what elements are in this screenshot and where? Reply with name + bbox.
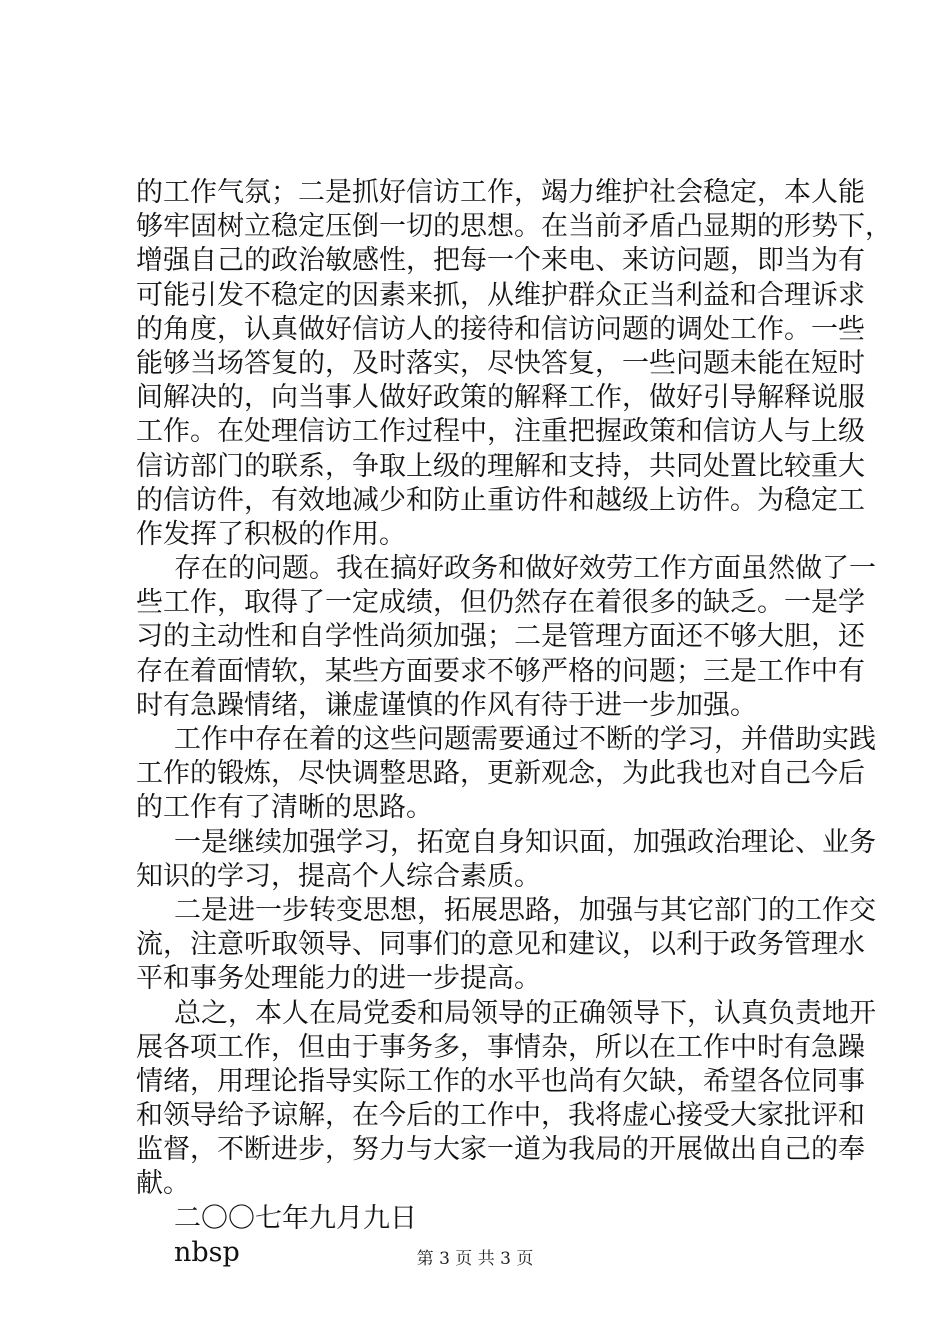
- text-line: 总之，本人在局党委和局领导的正确领导下，认真负责地开: [174, 997, 876, 1029]
- text-line: 知识的学习，提高个人综合素质。: [136, 860, 541, 892]
- text-line: 工作的锻炼，尽快调整思路，更新观念，为此我也对自己今后: [136, 758, 865, 790]
- text-line: 信访部门的联系，争取上级的理解和支持，共同处置比较重大: [136, 450, 865, 482]
- text-line: 二〇〇七年九月九日: [174, 1202, 417, 1234]
- paragraph: [136, 826, 876, 894]
- text-line: 存在着面情软，某些方面要求不够严格的问题；三是工作中有: [136, 655, 865, 687]
- text-line: 监督，不断进步，努力与大家一道为我局的开展做出自己的奉: [136, 1134, 865, 1166]
- text-line: 时有急躁情绪，谦虚谨慎的作风有待于进一步加强。: [136, 689, 757, 721]
- paragraph: [136, 1202, 836, 1236]
- text-line: 能够当场答复的，及时落实，尽快答复，一些问题未能在短时: [136, 347, 865, 379]
- text-line: 习的主动性和自学性尚须加强；二是管理方面还不够大胆，还: [136, 621, 865, 653]
- text-line: 二是进一步转变思想，拓展思路，加强与其它部门的工作交: [174, 894, 876, 926]
- text-line: 一是继续加强学习，拓宽自身知识面，加强政治理论、业务: [174, 826, 876, 858]
- paragraph: [136, 723, 876, 826]
- paragraph: [136, 894, 876, 997]
- text-line: 存在的问题。我在搞好政务和做好效劳工作方面虽然做了一: [174, 553, 876, 585]
- text-line: 够牢固树立稳定压倒一切的思想。在当前矛盾凸显期的形势下，: [136, 211, 892, 243]
- page-number-footer: 第 3 页 共 3 页: [416, 1249, 534, 1269]
- text-line: 和领导给予谅解，在今后的工作中，我将虚心接受大家批评和: [136, 1100, 865, 1132]
- text-line: 的信访件，有效地减少和防止重访件和越级上访件。为稳定工: [136, 484, 865, 516]
- text-line: 些工作，取得了一定成绩，但仍然存在着很多的缺乏。一是学: [136, 587, 865, 619]
- document-body: [136, 176, 892, 1270]
- text-line: nbsp: [174, 1236, 240, 1268]
- text-line: 的工作有了清晰的思路。: [136, 792, 433, 824]
- text-line: 作发挥了积极的作用。: [136, 518, 406, 550]
- text-line: 展各项工作，但由于事务多，事情杂，所以在工作中时有急躁: [136, 1031, 865, 1063]
- text-line: 的角度，认真做好信访人的接待和信访问题的调处工作。一些: [136, 313, 865, 345]
- paragraph: [136, 997, 876, 1202]
- text-line: 平和事务处理能力的进一步提高。: [136, 963, 541, 995]
- text-line: 工作。在处理信访工作过程中，注重把握政策和信访人与上级: [136, 416, 865, 448]
- text-line: 情绪，用理论指导实际工作的水平也尚有欠缺，希望各位同事: [136, 1065, 865, 1097]
- text-line: 献。: [136, 1168, 190, 1200]
- paragraph: [136, 176, 892, 552]
- text-line: 间解决的，向当事人做好政策的解释工作，做好引导解释说服: [136, 382, 865, 414]
- text-line: 增强自己的政治敏感性，把每一个来电、来访问题，即当为有: [136, 245, 865, 277]
- text-line: 可能引发不稳定的因素来抓，从维护群众正当利益和合理诉求: [136, 279, 865, 311]
- text-line: 的工作气氛；二是抓好信访工作，竭力维护社会稳定，本人能: [136, 177, 865, 208]
- text-line: 流，注意听取领导、同事们的意见和建议，以利于政务管理水: [136, 929, 865, 961]
- paragraph: [136, 552, 876, 723]
- text-line: 工作中存在着的这些问题需要通过不断的学习，并借助实践: [174, 724, 876, 755]
